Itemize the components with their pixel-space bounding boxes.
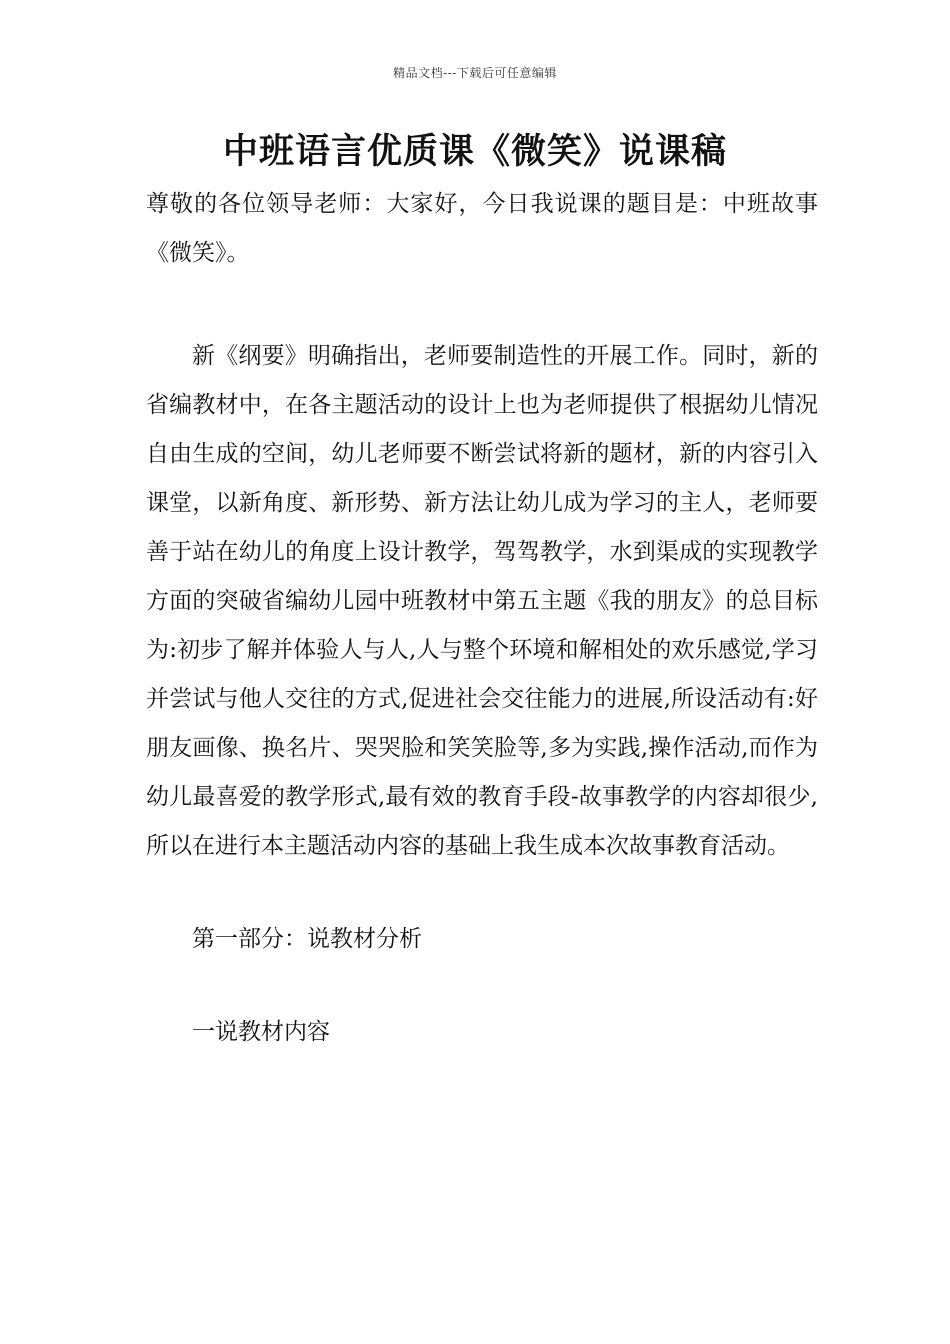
subsection-heading: 一说教材内容 (192, 1019, 330, 1045)
paragraph-spacer (146, 871, 818, 915)
body-paragraph: 新《纲要》明确指出，老师要制造性的开展工作。同时，新的省编教材中，在各主题活动的设计上也为老师提供了根据幼儿情况自由生成的空间，幼儿老师要不断尝试将新的题材，新的内容引入课堂，以新角度、新形势、新方法让幼儿成为学习的主人，老师要善于站在幼儿的角度上设计教学，驾驾教学，水到渠成的实现教学方面的突破省编幼儿园中班教材中第五主题《我的朋友》的总目标为:初步了解并体验人与人,人与整个环境和解相处的欢乐感觉,学习并尝试与他人交往的方式,促进社会交往能力的进展,所设活动有:好朋友画像、换名片、哭哭脸和笑笑脸等,多为实践,操作活动,而作为幼儿最喜爱的教学形式,最有效的教育手段-故事教学的内容却很少,所以在进行本主题活动内容的基础上我生成本次故事教育活动。 (146, 343, 818, 859)
document-body (146, 180, 818, 1057)
paragraph-spacer (146, 278, 818, 332)
section-heading: 第一部分：说教材分析 (192, 926, 422, 952)
header-note: 精品文档---下载后可任意编辑 (393, 66, 557, 80)
paragraph-spacer (146, 964, 818, 1008)
greeting-paragraph: 尊敬的各位领导老师：大家好，今日我说课的题目是：中班故事《微笑》。 (146, 191, 818, 266)
document-title: 中班语言优质课《微笑》说课稿 (222, 132, 727, 172)
